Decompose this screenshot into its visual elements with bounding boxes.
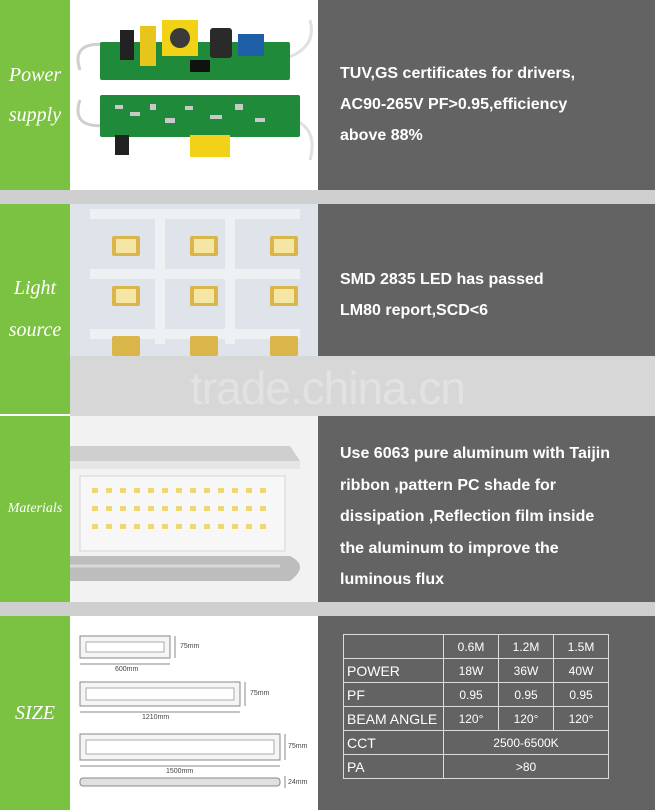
spec-cell: 40W xyxy=(554,659,609,683)
materials-text-line-1: Use 6063 pure aluminum with Taijin xyxy=(340,445,610,462)
power-label-line1: Power xyxy=(8,64,62,86)
dim-label-1210mm: 1210mm xyxy=(142,714,170,721)
spec-row-beam-angle xyxy=(344,707,609,731)
materials-label-text: Materials xyxy=(7,501,63,516)
spec-row-pa xyxy=(344,755,609,779)
watermark-text: trade.china.cn xyxy=(190,362,465,414)
light-text-line-2: LM80 report,SCD<6 xyxy=(340,302,489,319)
spec-table xyxy=(343,634,609,779)
power-supply-description xyxy=(318,0,655,190)
power-text-line-2: AC90-265V PF>0.95,efficiency xyxy=(340,96,568,113)
light-source-description xyxy=(318,204,655,356)
spec-cell: 36W xyxy=(499,659,554,683)
spec-row-power xyxy=(344,659,609,683)
spec-row-label: PA xyxy=(344,755,444,779)
dimension-drawings xyxy=(70,616,318,810)
materials-label xyxy=(0,416,70,602)
materials-text-line-3: dissipation ,Reflection film inside xyxy=(340,508,595,525)
aluminum-profile-photo xyxy=(70,416,318,602)
spec-header-row xyxy=(344,635,609,659)
size-label-text: SIZE xyxy=(15,701,55,724)
light-label-line1: Light xyxy=(13,277,57,299)
light-label-line2: source xyxy=(8,319,62,341)
spec-row-label: PF xyxy=(344,683,444,707)
spec-header-15m: 1.5M xyxy=(554,635,609,659)
spec-cell: 0.95 xyxy=(499,683,554,707)
driver-board-photo xyxy=(70,0,318,190)
spec-row-label: BEAM ANGLE xyxy=(344,707,444,731)
size-label xyxy=(0,616,70,810)
power-supply-section xyxy=(0,0,655,190)
dim-label-75mm-b: 75mm xyxy=(250,690,270,697)
spec-header-blank xyxy=(344,635,444,659)
spec-header-06m: 0.6M xyxy=(444,635,499,659)
power-label-line2: supply xyxy=(8,104,62,126)
led-chip-photo xyxy=(70,204,318,356)
spec-cell: 120° xyxy=(444,707,499,731)
spec-cell: 18W xyxy=(444,659,499,683)
spec-cell: 120° xyxy=(554,707,609,731)
power-text-line-1: TUV,GS certificates for drivers, xyxy=(340,65,576,82)
spec-cell: 0.95 xyxy=(444,683,499,707)
light-text-line-1: SMD 2835 LED has passed xyxy=(340,271,544,288)
spec-cell: 0.95 xyxy=(554,683,609,707)
spec-row-label: POWER xyxy=(344,659,444,683)
dim-label-600mm: 600mm xyxy=(115,666,139,673)
power-supply-label xyxy=(0,0,70,190)
spec-cell-merged: 2500-6500K xyxy=(444,731,609,755)
light-source-section xyxy=(0,204,655,356)
materials-text-line-5: luminous flux xyxy=(340,571,444,588)
spec-cell: 120° xyxy=(499,707,554,731)
dim-label-24mm: 24mm xyxy=(288,779,308,786)
power-text-line-3: above 88% xyxy=(340,127,423,144)
materials-text-line-4: the aluminum to improve the xyxy=(340,539,559,557)
dim-label-75mm-a: 75mm xyxy=(180,643,200,650)
spec-row-pf xyxy=(344,683,609,707)
spec-row-label: CCT xyxy=(344,731,444,755)
spec-row-cct xyxy=(344,731,609,755)
spec-header-12m: 1.2M xyxy=(499,635,554,659)
section-divider xyxy=(0,190,655,204)
materials-description xyxy=(318,416,655,602)
dim-label-1500mm: 1500mm xyxy=(166,768,194,775)
materials-section xyxy=(0,416,655,602)
spec-cell-merged: >80 xyxy=(444,755,609,779)
section-divider xyxy=(0,602,655,616)
materials-text-line-2: ribbon ,pattern PC shade for xyxy=(340,476,557,494)
dim-label-75mm-c: 75mm xyxy=(288,743,308,750)
